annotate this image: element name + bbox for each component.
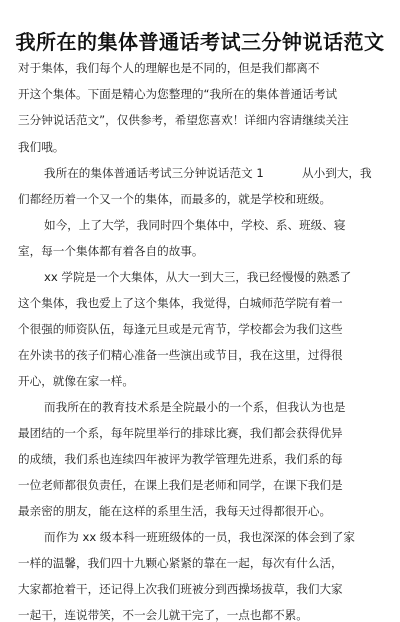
paragraph-line: 室，每一个集体都有着各自的故事。 bbox=[18, 244, 204, 258]
intro-line: 我们哦。 bbox=[18, 140, 65, 154]
paragraph-line: 个很强的师资队伍，每逢元旦或是元宵节，学校都会为我们这些 bbox=[18, 322, 343, 336]
essay-heading-tail: 从小到大，我 bbox=[302, 166, 372, 180]
paragraph-line: 如今，上了大学，我同时四个集体中，学校、系、班级、寝 bbox=[44, 218, 346, 232]
paragraph-line: 最团结的一个系，每年院里举行的排球比赛，我们都会获得优异 bbox=[18, 426, 343, 440]
document-title: 我所在的集体普通话考试三分钟说话范文 bbox=[15, 30, 385, 54]
paragraph-line: 最亲密的朋友，能在这样的系里生活，我每天过得都很开心。 bbox=[18, 504, 332, 518]
paragraph-line: 而作为 xx 级本科一班班级体的一员，我也深深的体会到了家 bbox=[44, 530, 355, 544]
paragraph-line: 大家都抢着干，还记得上次我们班被分到西操场拔草，我们大家 bbox=[18, 582, 343, 596]
intro-line: 开这个集体。下面是精心为您整理的“我所在的集体普通话考试 bbox=[18, 87, 338, 101]
intro-line: 三分钟说话范文”，仅供参考，希望您喜欢！详细内容请继续关注 bbox=[18, 113, 349, 127]
paragraph-line: 而我所在的教育技术系是全院最小的一个系，但我认为也是 bbox=[44, 400, 346, 414]
paragraph-line: 在外读书的孩子们精心准备一些演出或节目，我在这里，过得很 bbox=[18, 348, 343, 362]
paragraph-line: 一起干，连说带笑，不一会儿就干完了，一点也都不累。 bbox=[18, 608, 308, 622]
intro-line: 对于集体，我们每个人的理解也是不同的，但是我们都离不 bbox=[18, 61, 320, 75]
paragraph-line: 的成绩，我们系也连续四年被评为教学管理先进系，我们系的每 bbox=[18, 452, 343, 466]
essay-heading: 我所在的集体普通话考试三分钟说话范文 1 bbox=[44, 166, 264, 180]
paragraph-line: 们都经历着一个又一个的集体，而最多的，就是学校和班级。 bbox=[18, 192, 332, 206]
paragraph-line: xx 学院是一个大集体，从大一到大三，我已经慢慢的熟悉了 bbox=[44, 270, 352, 284]
paragraph-line: 这个集体，我也爱上了这个集体，我觉得，白城师范学院有着一 bbox=[18, 296, 343, 310]
paragraph-line: 开心，就像在家一样。 bbox=[18, 374, 134, 388]
paragraph-line: 一样的温馨，我们四十九颗心紧紧的靠在一起，每次有什么活， bbox=[18, 556, 343, 570]
paragraph-line: 一位老师都很负责任，在课上我们是老师和同学，在课下我们是 bbox=[18, 478, 343, 492]
